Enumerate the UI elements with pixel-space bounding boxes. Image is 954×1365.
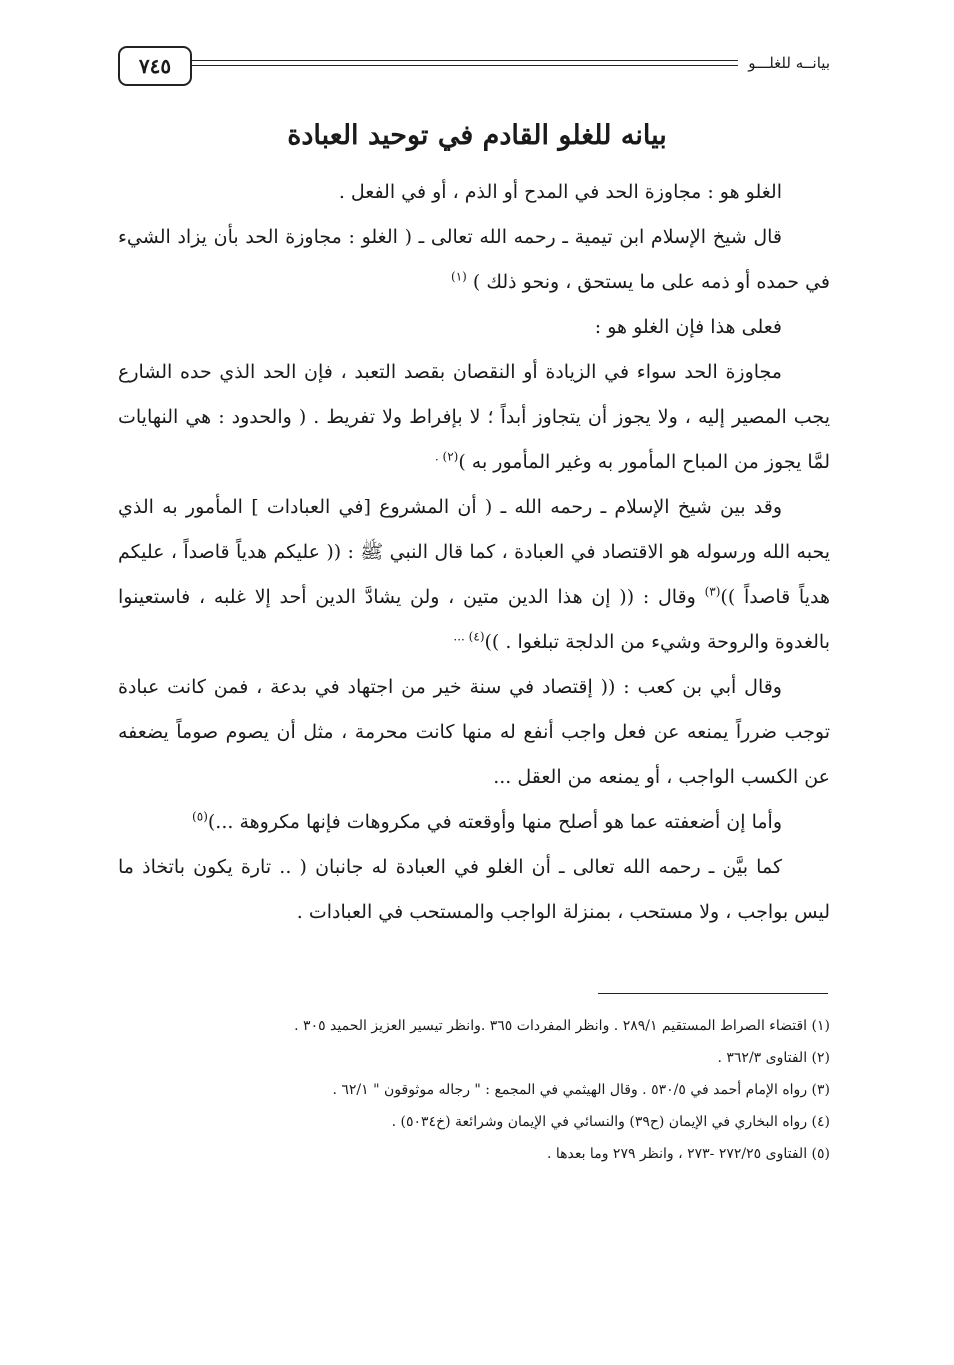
paragraph: وأما إن أضعفته عما هو أصلح منها وأوقعته في مكروهات فإنها مكروهة ...)$^{(٥)}$ [192,809,782,833]
running-header [118,46,830,88]
footnote: (١) اقتضاء الصراط المستقيم ٢٨٩/١ . وانظر المفردات ٣٦٥ .وانظر تيسير العزيز الحميد ٣٠٥ . [294,1018,830,1034]
footnote-rule [598,993,828,994]
page-number: ٧٤٥ [118,46,192,86]
footnote-ref: (١) [451,269,467,284]
footnote: (٤) رواه البخاري في الإيمان (ح٣٩) والنسائي في الإيمان وشرائعة (خ٥٠٣٤) . [391,1114,830,1130]
footnote: (٣) رواه الإمام أحمد في ٥٣٠/٥ . وقال الهيثمي في المجمع : " رجاله موثوقون " ٦٢/١ . [332,1082,830,1098]
footnotes [118,1010,830,1170]
paragraph: مجاوزة الحد سواء في الزيادة أو النقصان بقصد التعبد ، فإن الحد الذي حده الشارع يجب المصير إليه ، ولا يجوز أن يتجاوز أبداً ؛ لا بإفراط ولا تفريط . ( والحدود : هي النهايات لمَّا يجوز من المباح المأمور به وغير المأمور به )$^{(٢) .}$ [118,361,830,473]
footnote-ref: (٢) . [434,449,459,464]
paragraph: فعلى هذا فإن الغلو هو : [594,316,782,338]
paragraph: وقد بين شيخ الإسلام ـ رحمه الله ـ ( أن المشروع [في العبادات ] المأمور به الذي يحبه الله ورسوله هو الاقتصاد في العبادة ، كما قال النبي ﷺ : (( عليكم هدياً قاصداً ، عليكم هدياً قاصداً ))$^{(٣)}$ وقال : (( إن هذا الدين متين ، ولن يشادَّ الدين أحد إلا غلبه ، فاستعينوا بالغدوة والروحة وشيء من الدلجة تبلغوا . ))$^{(٤) ...}$ [118,496,831,653]
paragraph: كما بيَّن ـ رحمه الله تعالى ـ أن الغلو في العبادة له جانبان ( .. تارة يكون باتخاذ ما ليس بواجب ، ولا مستحب ، بمنزلة الواجب والمستحب في العبادات . [118,856,830,923]
header-rule [190,60,738,66]
running-title: بيانــه للغلـــو [748,54,830,72]
footnote-ref: (٤) ... [453,629,485,644]
footnote-ref: (٣) [704,584,721,599]
paragraph: الغلو هو : مجاوزة الحد في المدح أو الذم ، أو في الفعل . [338,181,782,203]
body-text [118,170,830,935]
footnote: (٢) الفتاوى ٣٦٢/٣ . [717,1050,830,1066]
footnote-ref: (٥) [192,809,208,824]
paragraph: قال شيخ الإسلام ابن تيمية ـ رحمه الله تعالى ـ ( الغلو : مجاوزة الحد بأن يزاد الشيء في حمده أو ذمه على ما يستحق ، ونحو ذلك ) $^{(١)}$ [118,226,830,293]
paragraph: وقال أبي بن كعب : (( إقتصاد في سنة خير من اجتهاد في بدعة ، فمن كانت عبادة توجب ضرراً يمنعه عن فعل واجب أنفع له منها كانت محرمة ، مثل أن يصوم صوماً يضعفه عن الكسب الواجب ، أو يمنعه من العقل ... [118,676,830,788]
chapter-title: بيانه للغلو القادم في توحيد العبادة [287,120,667,151]
footnote: (٥) الفتاوى ٢٧٢/٢٥ -٢٧٣ ، وانظر ٢٧٩ وما بعدها . [546,1146,830,1162]
